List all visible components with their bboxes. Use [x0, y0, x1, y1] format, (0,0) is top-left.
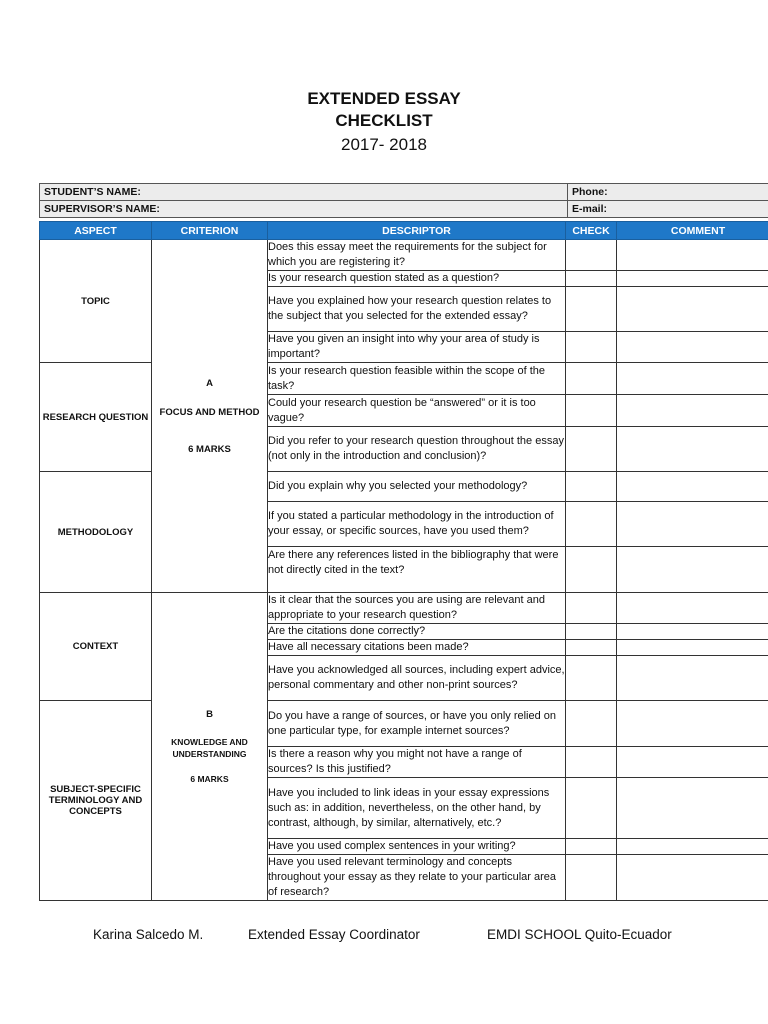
- descriptor: Have all necessary citations been made?: [268, 640, 566, 656]
- descriptor: Did you explain why you selected your methodology?: [268, 472, 566, 502]
- comment-cell[interactable]: [617, 855, 768, 901]
- check-cell[interactable]: [566, 271, 617, 287]
- table-row: [40, 363, 768, 395]
- descriptor: Is your research question feasible within the scope of the task?: [268, 363, 566, 395]
- document-title-block: [0, 88, 768, 156]
- check-cell[interactable]: [566, 472, 617, 502]
- aspect-topic: TOPIC: [40, 240, 152, 363]
- descriptor: Did you refer to your research question throughout the essay (not only in the introduction and conclusion)?: [268, 427, 566, 472]
- column-header-descriptor: DESCRIPTOR: [268, 222, 566, 240]
- table-row: [40, 593, 768, 624]
- comment-cell[interactable]: [617, 395, 768, 427]
- check-cell[interactable]: [566, 640, 617, 656]
- check-cell[interactable]: [566, 701, 617, 747]
- check-cell[interactable]: [566, 502, 617, 547]
- aspect-methodology: METHODOLOGY: [40, 472, 152, 593]
- footer-school: EMDI SCHOOL Quito-Ecuador: [487, 927, 672, 942]
- footer-coordinator-role: Extended Essay Coordinator: [248, 927, 420, 942]
- aspect-research-question: RESEARCH QUESTION: [40, 363, 152, 472]
- document-title-line-1: EXTENDED ESSAY: [307, 89, 461, 108]
- descriptor: Is your research question stated as a question?: [268, 271, 566, 287]
- descriptor: Have you given an insight into why your area of study is important?: [268, 332, 566, 363]
- check-cell[interactable]: [566, 427, 617, 472]
- comment-cell[interactable]: [617, 624, 768, 640]
- descriptor: Is there a reason why you might not have a range of sources? Is this justified?: [268, 747, 566, 778]
- comment-cell[interactable]: [617, 778, 768, 839]
- comment-cell[interactable]: [617, 427, 768, 472]
- criterion-b-marks: 6 MARKS: [190, 774, 229, 784]
- criterion-a-marks: 6 MARKS: [188, 443, 231, 455]
- criterion-b: [152, 593, 268, 901]
- comment-cell[interactable]: [617, 640, 768, 656]
- check-cell[interactable]: [566, 855, 617, 901]
- email-field[interactable]: E-mail:: [568, 201, 768, 218]
- check-cell[interactable]: [566, 547, 617, 593]
- criterion-b-name: KNOWLEDGE AND UNDERSTANDING: [171, 737, 248, 759]
- check-cell[interactable]: [566, 593, 617, 624]
- student-name-field[interactable]: STUDENT’S NAME:: [40, 184, 568, 201]
- criterion-a-letter: A: [206, 377, 213, 389]
- document-year: 2017- 2018: [340, 135, 428, 154]
- comment-cell[interactable]: [617, 839, 768, 855]
- check-cell[interactable]: [566, 240, 617, 271]
- comment-cell[interactable]: [617, 656, 768, 701]
- descriptor: Have you explained how your research question relates to the subject that you selected for the extended essay?: [268, 287, 566, 332]
- check-cell[interactable]: [566, 395, 617, 427]
- comment-cell[interactable]: [617, 747, 768, 778]
- table-row: [40, 240, 768, 271]
- comment-cell[interactable]: [617, 502, 768, 547]
- phone-field[interactable]: Phone:: [568, 184, 768, 201]
- descriptor: Have you used complex sentences in your writing?: [268, 839, 566, 855]
- comment-cell[interactable]: [617, 472, 768, 502]
- document-title-line-2: CHECKLIST: [335, 111, 433, 130]
- check-cell[interactable]: [566, 656, 617, 701]
- comment-cell[interactable]: [617, 271, 768, 287]
- check-cell[interactable]: [566, 747, 617, 778]
- check-cell[interactable]: [566, 363, 617, 395]
- check-cell[interactable]: [566, 332, 617, 363]
- check-cell[interactable]: [566, 778, 617, 839]
- aspect-subject-specific-terminology: SUBJECT-SPECIFIC TERMINOLOGY AND CONCEPTS: [40, 701, 152, 901]
- column-header-check: CHECK: [566, 222, 617, 240]
- descriptor: Have you included to link ideas in your essay expressions such as: in addition, nevertheless, on the other hand, by contrast, although, by similar, alternatively, etc.?: [268, 778, 566, 839]
- descriptor: Do you have a range of sources, or have you only relied on one particular type, for example internet sources?: [268, 701, 566, 747]
- comment-cell[interactable]: [617, 363, 768, 395]
- descriptor: Have you acknowledged all sources, including expert advice, personal commentary and other non-print sources?: [268, 656, 566, 701]
- descriptor: Have you used relevant terminology and concepts throughout your essay as they relate to your particular area of research?: [268, 855, 566, 901]
- student-info-table: [39, 183, 768, 218]
- check-cell[interactable]: [566, 624, 617, 640]
- table-row: [40, 701, 768, 747]
- comment-cell[interactable]: [617, 547, 768, 593]
- comment-cell[interactable]: [617, 701, 768, 747]
- table-row: [40, 472, 768, 502]
- descriptor: If you stated a particular methodology in the introduction of your essay, or specific sources, have you used them?: [268, 502, 566, 547]
- check-cell[interactable]: [566, 287, 617, 332]
- aspect-context: CONTEXT: [40, 593, 152, 701]
- column-header-comment: COMMENT: [617, 222, 768, 240]
- table-header-row: [40, 222, 768, 240]
- supervisor-name-field[interactable]: SUPERVISOR’S NAME:: [40, 201, 568, 218]
- checklist-table: [39, 221, 768, 901]
- check-cell[interactable]: [566, 839, 617, 855]
- descriptor: Are there any references listed in the bibliography that were not directly cited in the text?: [268, 547, 566, 593]
- comment-cell[interactable]: [617, 332, 768, 363]
- criterion-a: [152, 240, 268, 593]
- comment-cell[interactable]: [617, 593, 768, 624]
- descriptor: Is it clear that the sources you are using are relevant and appropriate to your research question?: [268, 593, 566, 624]
- column-header-aspect: ASPECT: [40, 222, 152, 240]
- footer-coordinator-name: Karina Salcedo M.: [93, 927, 204, 942]
- descriptor: Could your research question be “answered” or it is too vague?: [268, 395, 566, 427]
- criterion-b-letter: B: [206, 709, 213, 720]
- descriptor: Are the citations done correctly?: [268, 624, 566, 640]
- descriptor: Does this essay meet the requirements for the subject for which you are registering it?: [268, 240, 566, 271]
- comment-cell[interactable]: [617, 240, 768, 271]
- comment-cell[interactable]: [617, 287, 768, 332]
- column-header-criterion: CRITERION: [152, 222, 268, 240]
- criterion-a-name: FOCUS AND METHOD: [159, 406, 260, 418]
